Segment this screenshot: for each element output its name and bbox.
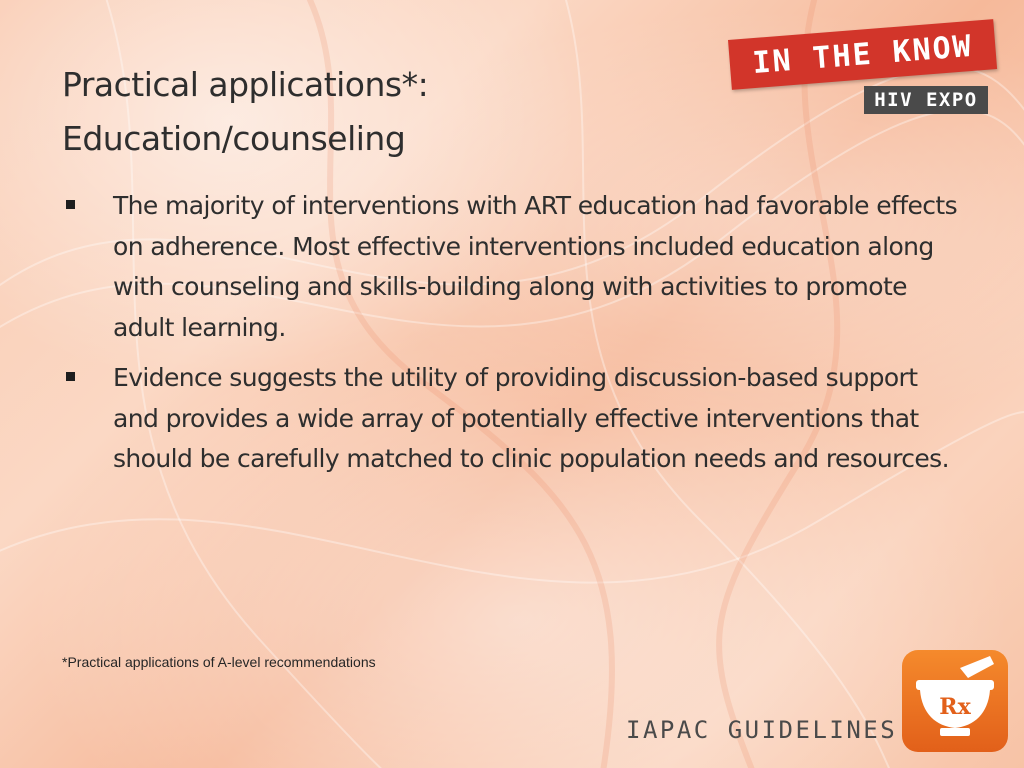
mortar-pestle-icon — [900, 648, 1010, 754]
bullet-item — [62, 186, 962, 348]
square-bullet-icon — [66, 372, 75, 381]
slide-title — [62, 58, 428, 166]
know-logo-text: IN THE KNOW — [751, 28, 974, 81]
slide-title-line-2: Education/counseling — [62, 119, 406, 158]
bullet-text: The majority of interventions with ART education had favorable effects on adherence. Most effective interventions included education along with counseling and skills-building along with activities to promote adult learning. — [113, 191, 958, 342]
expo-logo-text: HIV EXPO — [874, 89, 978, 111]
slide-title-line-1: Practical applications*: — [62, 65, 429, 104]
bullet-item — [62, 358, 962, 480]
know-banner — [728, 19, 997, 90]
footnote: *Practical applications of A-level recommendations — [62, 654, 376, 670]
square-bullet-icon — [66, 200, 75, 209]
iapac-guidelines-text: IAPAC GUIDELINES — [626, 716, 898, 744]
hiv-expo-badge — [864, 86, 988, 114]
bullet-text: Evidence suggests the utility of providing discussion-based support and provides a wide array of potentially effective interventions that should be carefully matched to clinic population needs and resources. — [113, 363, 949, 473]
rx-symbol: Rx — [939, 694, 971, 720]
in-the-know-logo — [728, 30, 994, 120]
bullet-list — [62, 186, 962, 490]
